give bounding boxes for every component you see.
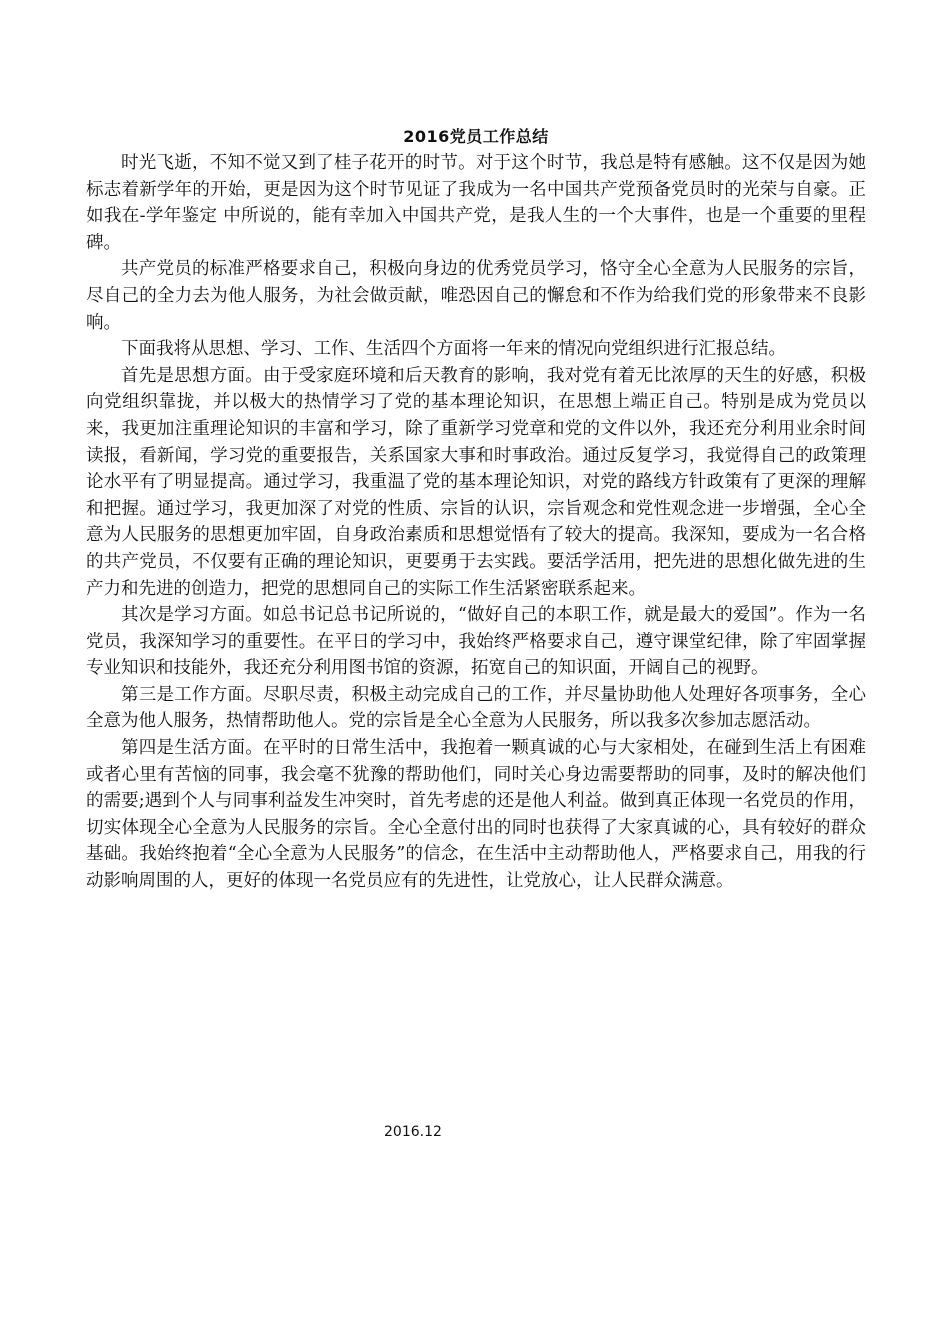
paragraph-standards: 共产党员的标准严格要求自己，积极向身边的优秀党员学习，恪守全心全意为人民服务的宗旨，尽自己的全力去为他人服务，为社会做贡献，唯恐因自己的懈怠和不作为给我们党的形象带来不良影响。 [86, 259, 866, 333]
paragraph-work: 第三是工作方面。尽职尽责，积极主动完成自己的工作，并尽量协助他人处理好各项事务，全心全意为他人服务，热情帮助他人。党的宗旨是全心全意为人民服务，所以我多次参加志愿活动。 [86, 684, 866, 732]
paragraph-intro: 时光飞逝，不知不觉又到了桂子花开的时节。对于这个时节，我总是特有感触。这不仅是因为她标志着新学年的开始，更是因为这个时节见证了我成为一名中国共产党预备党员时的光荣与自豪。正如我在-学年鉴定 中所说的，能有幸加入中国共产党，是我人生的一个大事件，也是一个重要的里程碑。 [86, 153, 866, 253]
paragraph-thought: 首先是思想方面。由于受家庭环境和后天教育的影响，我对党有着无比浓厚的天生的好感，积极向党组织靠拢，并以极大的热情学习了党的基本理论知识，在思想上端正自己。特别是成为党员以来，我更加注重理论知识的丰富和学习，除了重新学习党章和党的文件以外，我还充分利用业余时间读报，看新闻，学习党的重要报告，关系国家大事和时事政治。通过反复学习，我觉得自己的政策理论水平有了明显提高。通过学习，我重温了党的基本理论知识，对党的路线方针政策有了更深的理解和把握。通过学习，我更加深了对党的性质、宗旨的认识，宗旨观念和党性观念进一步增强，全心全意为人民服务的思想更加牢固，自身政治素质和思想觉悟有了较大的提高。我深知，要成为一名合格的共产党员，不仅要有正确的理论知识，更要勇于去实践。要活学活用，把先进的思想化做先进的生产力和先进的创造力，把党的思想同自己的实际工作生活紧密联系起来。 [86, 365, 866, 599]
paragraph-study: 其次是学习方面。如总书记总书记所说的，“做好自己的本职工作，就是最大的爱国”。作为一名党员，我深知学习的重要性。在平日的学习中，我始终严格要求自己，遵守课堂纪律，除了牢固掌握专业知识和技能外，我还充分利用图书馆的资源，拓宽自己的知识面，开阔自己的视野。 [86, 605, 866, 679]
document-body [86, 124, 866, 895]
document-date: 2016.12 [384, 1124, 442, 1140]
document-title: 2016党员工作总结 [403, 127, 549, 146]
paragraph-life: 第四是生活方面。在平时的日常生活中，我抱着一颗真诚的心与大家相处，在碰到生活上有困难或者心里有苦恼的同事，我会毫不犹豫的帮助他们，同时关心身边需要帮助的同事，及时的解决他们的需要;遇到个人与同事利益发生冲突时，首先考虑的还是他人利益。做到真正体现一名党员的作用，切实体现全心全意为人民服务的宗旨。全心全意付出的同时也获得了大家真诚的心，具有较好的群众基础。我始终抱着“全心全意为人民服务”的信念，在生活中主动帮助他人，严格要求自己，用我的行动影响周围的人，更好的体现一名党员应有的先进性，让党放心，让人民群众满意。 [86, 738, 866, 892]
paragraph-overview: 下面我将从思想、学习、工作、生活四个方面将一年来的情况向党组织进行汇报总结。 [121, 339, 786, 360]
